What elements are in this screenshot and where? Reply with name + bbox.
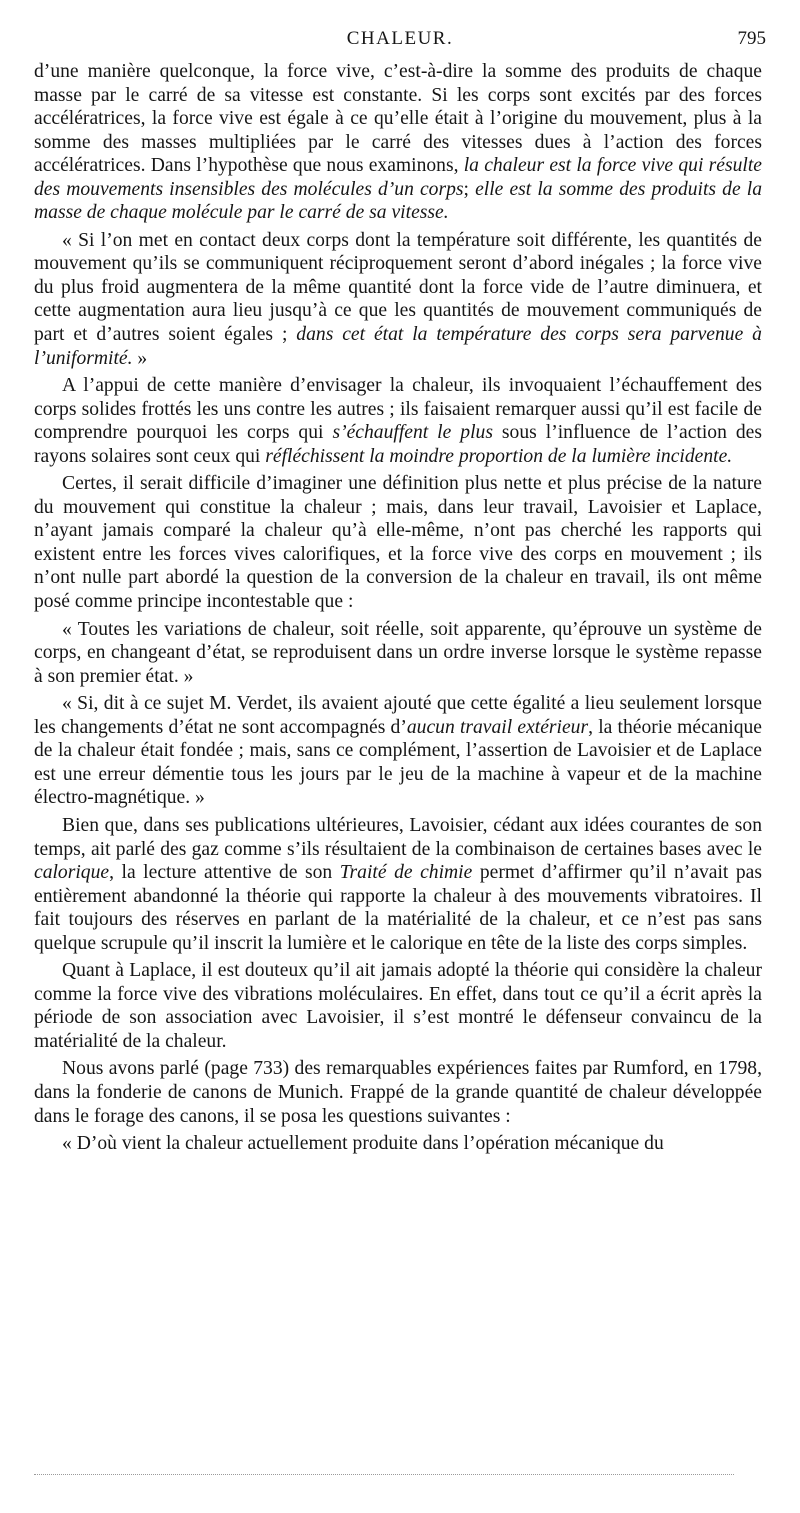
paragraph: [34, 692, 762, 810]
italic-run: réfléchissent la moindre proportion de la lumière incidente.: [265, 445, 733, 467]
page-number: 795: [737, 28, 766, 49]
italic-run: Traité de chimie: [339, 862, 473, 884]
text-run: , la théorie mécanique de la chaleur était fondée ; mais, sans ce complément, l’assertion de Lavoisier et de Laplace est une erreur démentie tous les jours par le jeu de la machine à vapeur et de la machine électro-magnétique. »: [34, 716, 762, 809]
text-run: « Si, dit à ce sujet M. Verdet, ils avaient ajouté que cette égalité a lieu seulement lorsque les changements d’état ne sont accompagnés d’: [34, 693, 762, 738]
text-run: sous l’influence de l’action des rayons solaires sont ceux qui: [34, 422, 762, 467]
italic-run: dans cet état la température des corps sera parvenue à l’uniformité.: [34, 324, 762, 369]
paragraph: [34, 618, 762, 689]
paragraph: [34, 472, 762, 613]
paragraph: [34, 814, 762, 955]
italic-run: la chaleur est la force vive qui résulte des mouvements insensibles des molécules d’un corps: [34, 155, 762, 200]
paragraph: [34, 1132, 762, 1156]
text-run: Certes, il serait difficile d’imaginer une définition plus nette et plus précise de la nature du mouvement qui constitue la chaleur ; mais, dans leur travail, Lavoisier et Laplace, n’ayant jamais comparé la chaleur qu’à elle-même, n’ont pas cherché les rapports qui existent entre les forces vives calorifiques, et la force vive des corps en mouvement ; ils n’ont nulle part abordé la question de la conversion de la chaleur en travail, ils ont même posé comme principe incontestable que :: [34, 473, 762, 613]
text-run: « Toutes les variations de chaleur, soit réelle, soit apparente, qu’éprouve un système de corps, en changeant d’état, se reproduisent dans un ordre inverse lorsque le système repasse à son premier état. »: [34, 618, 762, 687]
paragraph: [34, 959, 762, 1053]
paragraph: [34, 60, 762, 225]
text-run: A l’appui de cette manière d’envisager la chaleur, ils invoquaient l’échauffement des corps solides frottés les uns contre les autres ; ils faisaient remarquer aussi qu’il est facile de comprendre pourquoi les corps qui: [34, 375, 762, 444]
text-run: permet d’affirmer qu’il n’avait pas entièrement abandonné la théorie qui rapporte la chaleur à des mouvements vibratoires. Il fait toujours des réserves en parlant de la matérialité de la chaleur, et ce n’est pas sans quelque scrupule qu’il inscrit la lumière et le calorique en tête de la liste des corps simples.: [34, 862, 763, 954]
italic-run: aucun travail extérieur: [406, 716, 589, 738]
running-title: CHALEUR.: [346, 28, 454, 49]
paragraph: [34, 1057, 762, 1128]
italic-run: calorique: [34, 862, 110, 884]
paragraph: [34, 374, 762, 468]
footer-rule: [34, 1474, 734, 1476]
text-run: Nous avons parlé (page 733) des remarquables expériences faites par Rumford, en 1798, dans la fonderie de canons de Munich. Frappé de la grande quantité de chaleur développée dans le forage des canons, il se posa les questions suivantes :: [34, 1058, 762, 1127]
page-header: [34, 28, 766, 56]
text-run: « D’où vient la chaleur actuellement produite dans l’opération mécanique du: [62, 1133, 664, 1155]
text-run: Bien que, dans ses publications ultérieures, Lavoisier, cédant aux idées courantes de son temps, ait parlé des gaz comme s’ils résultaient de la combinaison de certaines bases avec le: [34, 814, 762, 860]
text-run: Quant à Laplace, il est douteux qu’il ait jamais adopté la théorie qui considère la chaleur comme la force vive des vibrations moléculaires. En effet, dans tout ce qu’il a écrit après la période de son association avec Lavoisier, il s’est montré le défenseur convaincu de la matérialité de la chaleur.: [34, 960, 762, 1052]
text-run: « Si l’on met en contact deux corps dont la température soit différente, les quantités de mouvement qu’ils se communiquent réciproquement seront d’abord inégales ; la force vive du plus froid augmentera de la même quantité dont la force vide de l’autre diminuera, et cette augmentation aura lieu jusqu’à ce que les quantités de mouvement communiqués de part et d’autres soient égales ;: [34, 229, 762, 346]
text-run: ;: [463, 178, 476, 200]
text-run: d’une manière quelconque, la force vive, c’est-à-dire la somme des produits de chaque masse par le carré de sa vitesse est constante. Si les corps sont excités par des forces accélératrices, la force vive est égale à ce qu’elle était à l’origine du mouvement, plus à la somme des masses multipliées par le carré des vitesses dues à l’action des forces accélératrices. Dans l’hypothèse que nous examinons,: [34, 61, 762, 177]
body-text: [34, 60, 762, 1156]
paragraph: [34, 229, 762, 370]
italic-run: elle est la somme des produits de la masse de chaque molécule par le carré de sa vitesse.: [34, 178, 763, 224]
text-run: , la lecture attentive de son: [109, 862, 340, 884]
text-run: »: [132, 347, 148, 369]
italic-run: s’échauffent le plus: [332, 422, 493, 444]
